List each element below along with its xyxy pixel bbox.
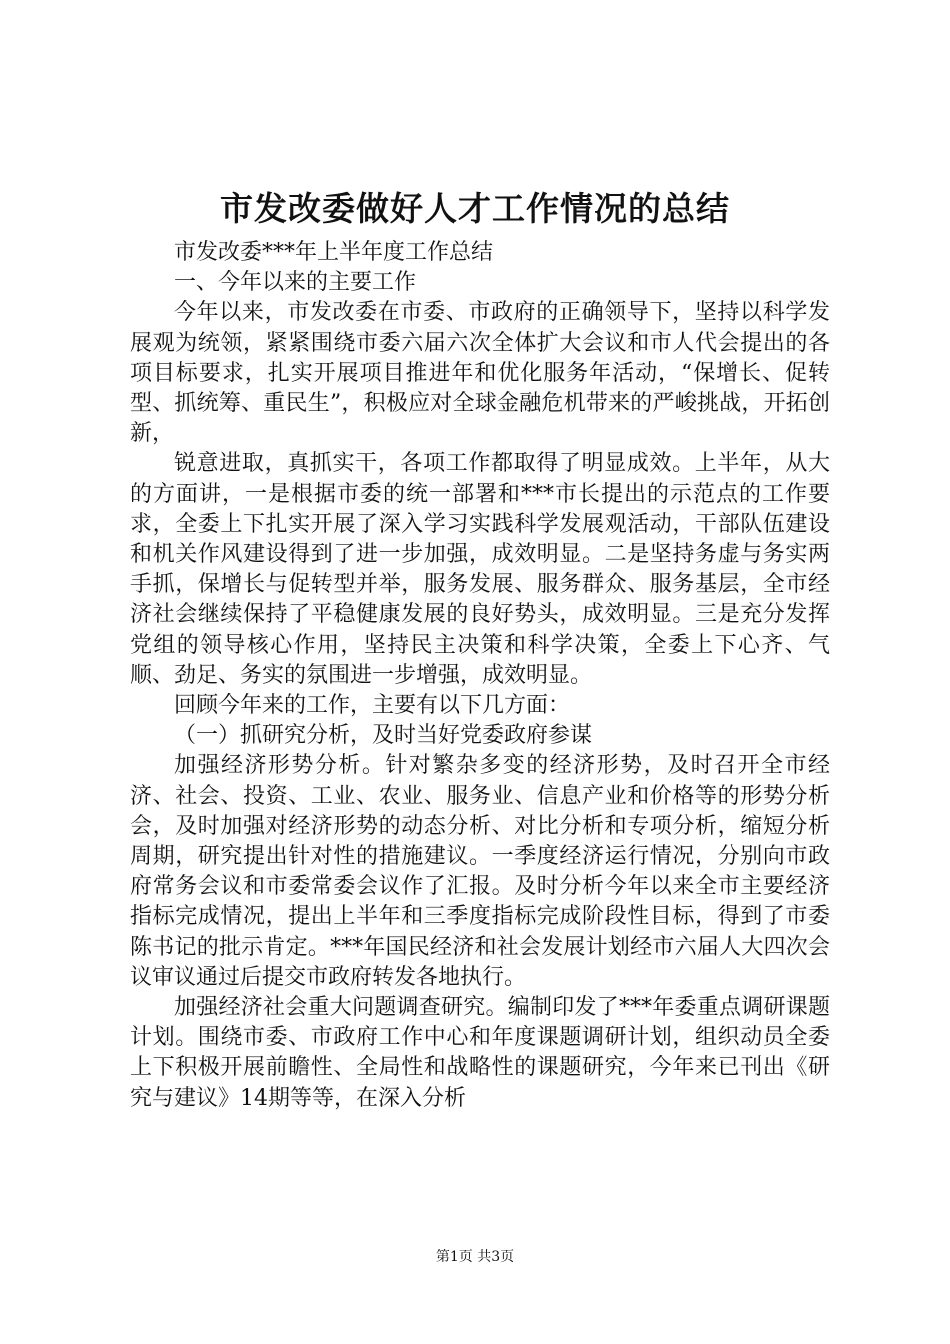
page-footer: 第1页 共3页	[435, 1249, 515, 1265]
paragraph: 加强经济社会重大问题调查研究。编制印发了***年委重点调研课题计划。围绕市委、市政府工作中心和年度课题调研计划，组织动员全委上下积极开展前瞻性、全局性和战略性的课题研究，今年来已刊出《研究与建议》14期等等，在深入分析	[130, 995, 830, 1111]
paragraph: 锐意进取，真抓实干，各项工作都取得了明显成效。上半年，从大的方面讲，一是根据市委的统一部署和***市长提出的示范点的工作要求，全委上下扎实开展了深入学习实践科学发展观活动，干部队伍建设和机关作风建设得到了进一步加强，成效明显。二是坚持务虚与务实两手抓，保增长与促转型并举，服务发展、服务群众、服务基层，全市经济社会继续保持了平稳健康发展的良好势头，成效明显。三是充分发挥党组的领导核心作用，坚持民主决策和科学决策，全委上下心齐、气顺、劲足、务实的氛围进一步增强，成效明显。	[130, 451, 830, 688]
paragraph: 回顾今年来的工作，主要有以下几方面：	[174, 693, 571, 719]
paragraph: 加强经济形势分析。针对繁杂多变的经济形势，及时召开全市经济、社会、投资、工业、农业、服务业、信息产业和价格等的形势分析会，及时加强对经济形势的动态分析、对比分析和专项分析，缩短分析周期，研究提出针对性的措施建议。一季度经济运行情况，分别向市政府常务会议和市委常委会议作了汇报。及时分析今年以来全市主要经济指标完成情况，提出上半年和三季度指标完成阶段性目标，得到了市委陈书记的批示肯定。***年国民经济和社会发展计划经市六届人大四次会议审议通过后提交市政府转发各地执行。	[130, 753, 830, 990]
paragraph-subsection-heading: （一）抓研究分析，及时当好党委政府参谋	[174, 723, 593, 749]
paragraph: 今年以来，市发改委在市委、市政府的正确领导下，坚持以科学发展观为统领，紧紧围绕市委六届六次全体扩大会议和市人代会提出的各项目标要求，扎实开展项目推进年和优化服务年活动，“保增长、促转型、抓统筹、重民生”，积极应对全球金融危机带来的严峻挑战，开拓创新，	[130, 300, 830, 447]
document-body	[130, 238, 830, 1114]
document-title: 市发改委做好人才工作情况的总结	[220, 189, 730, 228]
paragraph-section-heading: 一、今年以来的主要工作	[174, 270, 417, 296]
paragraph-subtitle: 市发改委***年上半年度工作总结	[174, 240, 494, 265]
